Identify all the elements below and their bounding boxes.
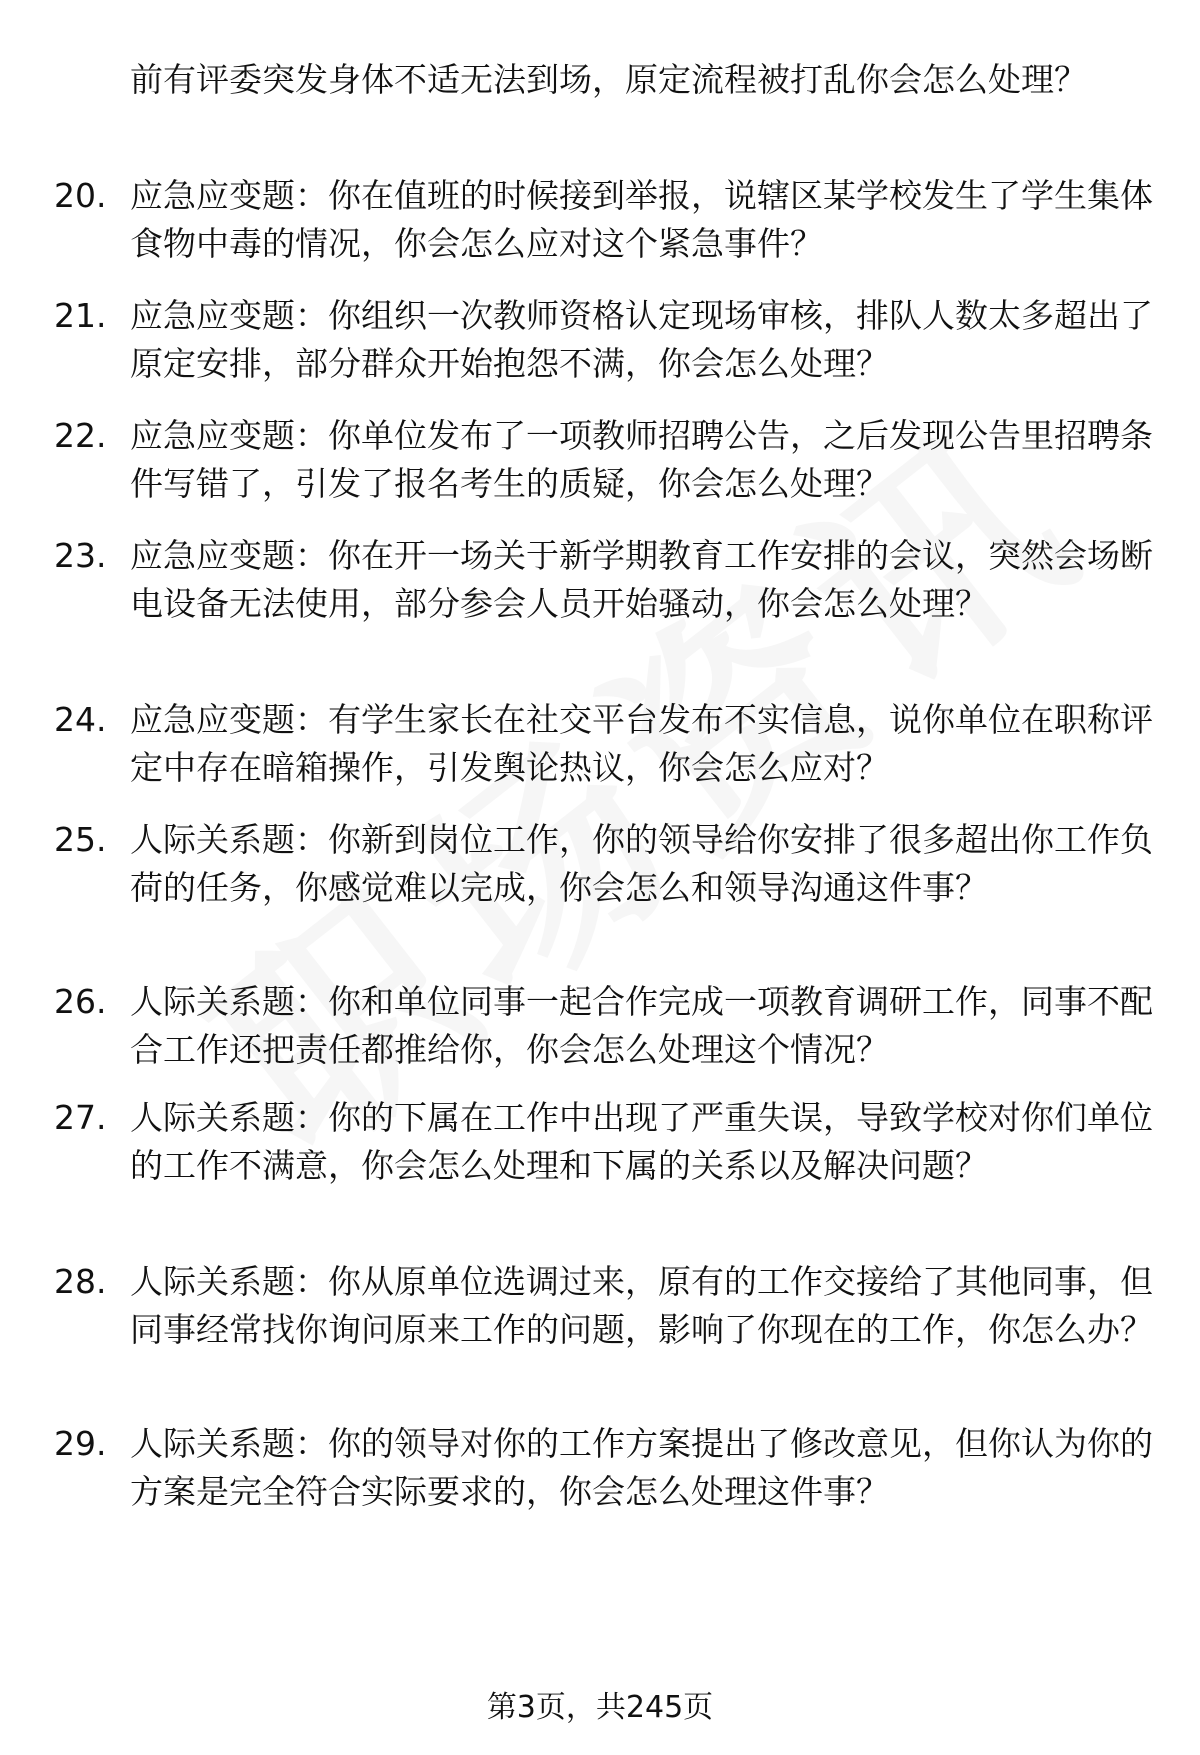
question-text: 应急应变题：你单位发布了一项教师招聘公告，之后发现公告里招聘条件写错了，引发了报名考生的质疑，你会怎么处理？ xyxy=(130,416,1153,503)
question-number: 28. xyxy=(54,1262,107,1301)
question-number: 24. xyxy=(54,700,107,739)
question-text: 前有评委突发身体不适无法到场，原定流程被打乱你会怎么处理？ xyxy=(130,60,1087,99)
question-number: 21. xyxy=(54,296,107,335)
question-number: 20. xyxy=(54,176,107,215)
question-number: 25. xyxy=(54,820,107,859)
question-text: 人际关系题：你从原单位选调过来，原有的工作交接给了其他同事，但同事经常找你询问原来工作的问题，影响了你现在的工作，你怎么办？ xyxy=(130,1262,1153,1349)
page-footer: 第3页，共245页 xyxy=(486,1690,714,1725)
question-number: 29. xyxy=(54,1424,107,1463)
question-text: 应急应变题：你在开一场关于新学期教育工作安排的会议，突然会场断电设备无法使用，部分参会人员开始骚动，你会怎么处理？ xyxy=(130,536,1153,623)
question-number: 27. xyxy=(54,1098,107,1137)
question-text: 应急应变题：有学生家长在社交平台发布不实信息，说你单位在职称评定中存在暗箱操作，引发舆论热议，你会怎么应对？ xyxy=(130,700,1153,787)
question-text: 人际关系题：你新到岗位工作，你的领导给你安排了很多超出你工作负荷的任务，你感觉难以完成，你会怎么和领导沟通这件事？ xyxy=(130,820,1153,907)
question-text: 人际关系题：你的下属在工作中出现了严重失误，导致学校对你们单位的工作不满意，你会怎么处理和下属的关系以及解决问题？ xyxy=(130,1098,1153,1185)
question-text: 人际关系题：你和单位同事一起合作完成一项教育调研工作，同事不配合工作还把责任都推给你，你会怎么处理这个情况？ xyxy=(130,982,1153,1069)
question-text: 人际关系题：你的领导对你的工作方案提出了修改意见，但你认为你的方案是完全符合实际要求的，你会怎么处理这件事？ xyxy=(130,1424,1153,1511)
question-text: 应急应变题：你在值班的时候接到举报，说辖区某学校发生了学生集体食物中毒的情况，你会怎么应对这个紧急事件？ xyxy=(130,176,1153,263)
question-text: 应急应变题：你组织一次教师资格认定现场审核，排队人数太多超出了原定安排，部分群众开始抱怨不满，你会怎么处理？ xyxy=(130,296,1153,383)
question-number: 23. xyxy=(54,536,107,575)
question-number: 22. xyxy=(54,416,107,455)
question-number: 26. xyxy=(54,982,107,1021)
